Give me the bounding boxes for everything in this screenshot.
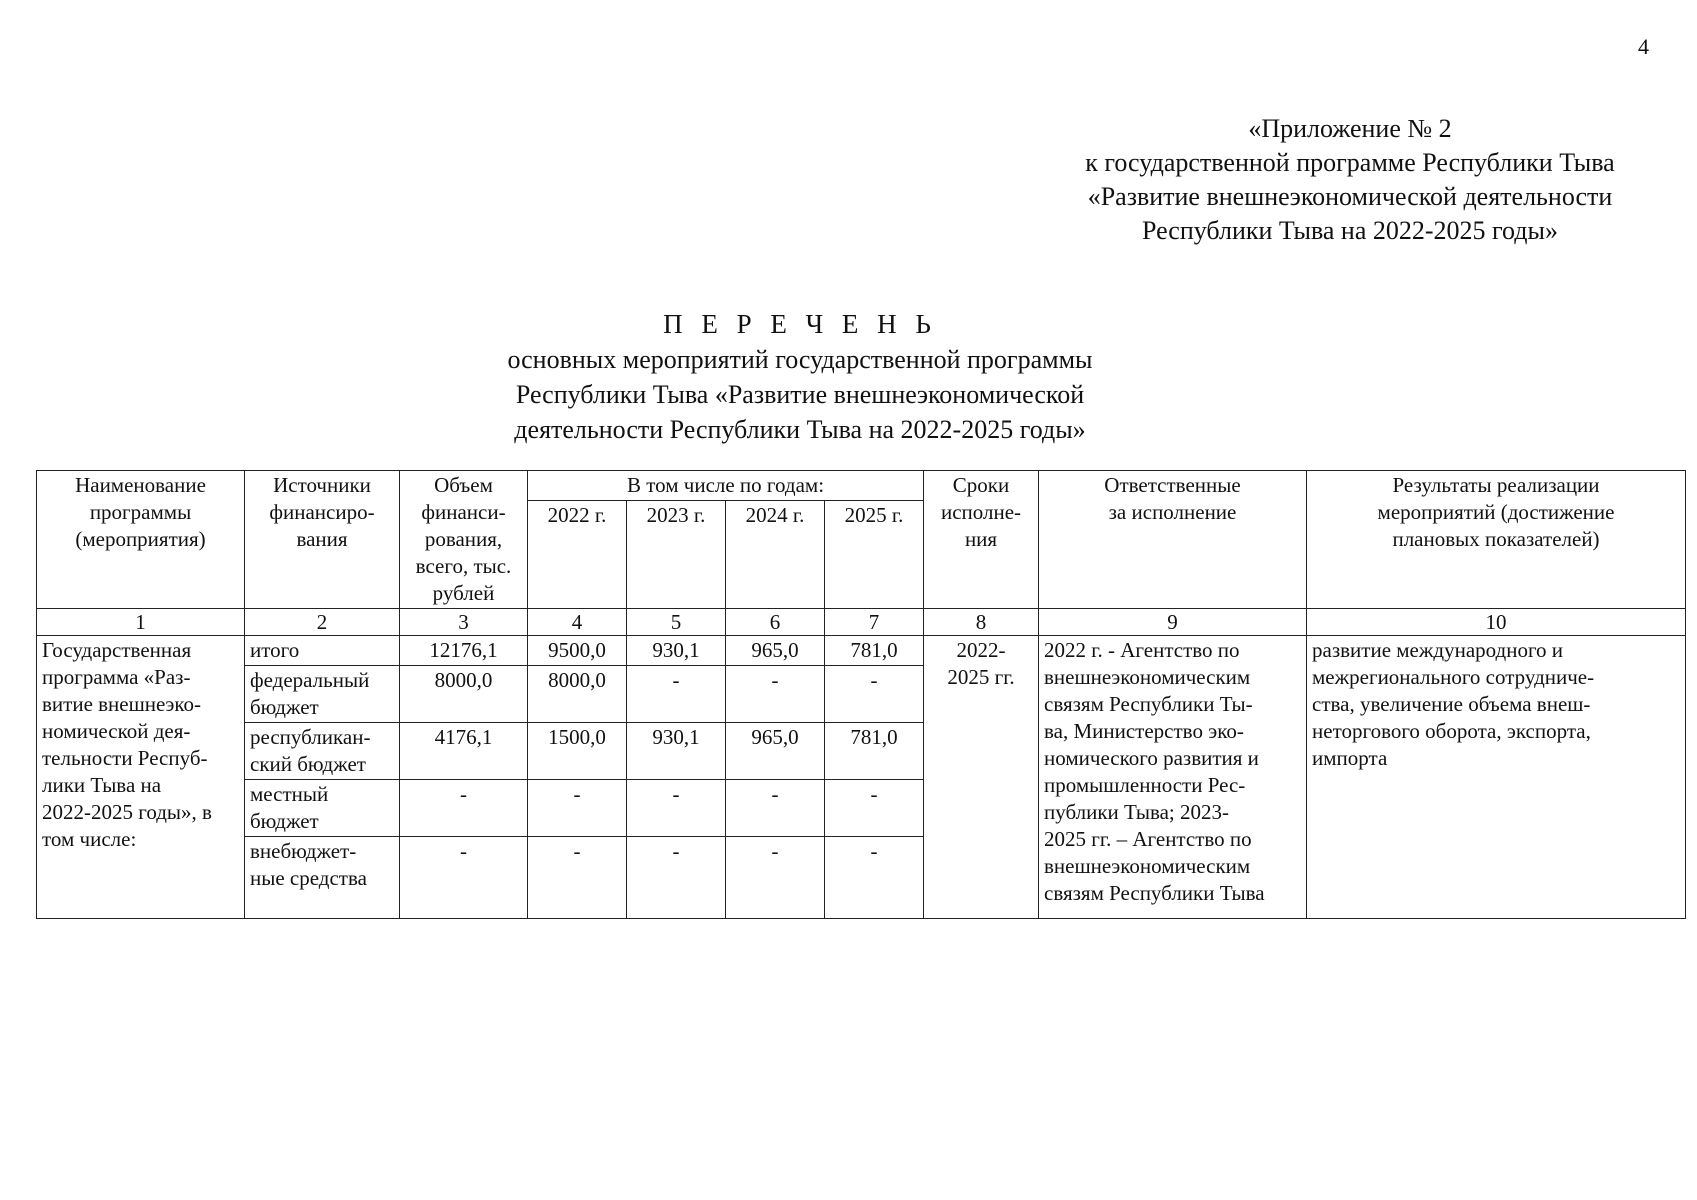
year-value-cell: -: [726, 780, 825, 837]
header-year: 2024 г.: [726, 501, 825, 609]
results-cell: развитие международного и межрегионального сотрудниче- ства, увеличение объема внеш- неторгового оборота, экспорта, импорта: [1307, 636, 1686, 919]
total-cell: 4176,1: [400, 723, 528, 780]
responsible-cell: 2022 г. - Агентство по внешнеэкономическим связям Республики Ты- ва, Министерство эко- номического развития и промышленности Рес- публики Тыва; 2023- 2025 гг. – Агентство по внешнеэкономическим связям Республики Тыва: [1039, 636, 1307, 919]
document-title: [300, 306, 1300, 447]
year-value-cell: -: [627, 780, 726, 837]
column-numbers-row: [37, 609, 1686, 636]
header-name: Наименование программы (мероприятия): [37, 471, 245, 609]
column-number: 1: [37, 609, 245, 636]
title-line: деятельности Республики Тыва на 2022-2025 годы»: [514, 415, 1086, 444]
appendix-note: [1040, 112, 1660, 248]
column-number: 6: [726, 609, 825, 636]
year-value-cell: -: [627, 666, 726, 723]
header-responsible: Ответственные за исполнение: [1039, 471, 1307, 609]
appendix-line: Республики Тыва на 2022-2025 годы»: [1141, 216, 1559, 245]
source-cell: местный бюджет: [245, 780, 400, 837]
page-number: 4: [1638, 34, 1649, 59]
column-number: 9: [1039, 609, 1307, 636]
year-value-cell: -: [825, 837, 924, 919]
year-value-cell: 781,0: [825, 723, 924, 780]
year-value-cell: 930,1: [627, 636, 726, 666]
header-year: 2023 г.: [627, 501, 726, 609]
appendix-line: «Приложение № 2: [1248, 114, 1452, 143]
column-number: 10: [1307, 609, 1686, 636]
header-source: Источники финансиро- вания: [245, 471, 400, 609]
header-year: 2025 г.: [825, 501, 924, 609]
title-line: Республики Тыва «Развитие внешнеэкономической: [515, 380, 1085, 409]
year-value-cell: 1500,0: [528, 723, 627, 780]
header-row: [37, 471, 1686, 501]
column-number: 7: [825, 609, 924, 636]
year-value-cell: 965,0: [726, 723, 825, 780]
column-number: 5: [627, 609, 726, 636]
column-number: 8: [924, 609, 1039, 636]
appendix-line: «Развитие внешнеэкономической деятельности: [1087, 182, 1613, 211]
total-cell: -: [400, 837, 528, 919]
source-cell: внебюджет- ные средства: [245, 837, 400, 919]
header-year: 2022 г.: [528, 501, 627, 609]
header-by-years: В том числе по годам:: [528, 471, 924, 501]
year-value-cell: -: [825, 780, 924, 837]
header-results: Результаты реализации мероприятий (достижение плановых показателей): [1307, 471, 1686, 609]
column-number: 2: [245, 609, 400, 636]
year-value-cell: 9500,0: [528, 636, 627, 666]
column-number: 4: [528, 609, 627, 636]
year-value-cell: -: [627, 837, 726, 919]
total-cell: 12176,1: [400, 636, 528, 666]
title-line: основных мероприятий государственной программы: [507, 345, 1093, 374]
total-cell: 8000,0: [400, 666, 528, 723]
year-value-cell: 8000,0: [528, 666, 627, 723]
year-value-cell: 930,1: [627, 723, 726, 780]
year-value-cell: -: [528, 837, 627, 919]
source-cell: республикан- ский бюджет: [245, 723, 400, 780]
year-value-cell: -: [726, 666, 825, 723]
appendix-line: к государственной программе Республики Тыва: [1085, 148, 1615, 177]
year-value-cell: 965,0: [726, 636, 825, 666]
header-volume: Объем финанси- рования, всего, тыс. рублей: [400, 471, 528, 609]
year-value-cell: -: [528, 780, 627, 837]
source-cell: итого: [245, 636, 400, 666]
table-row: [37, 636, 1686, 666]
title-heading: П Е Р Е Ч Е Н Ь: [663, 309, 937, 339]
source-cell: федеральный бюджет: [245, 666, 400, 723]
terms-cell: 2022- 2025 гг.: [924, 636, 1039, 919]
measures-table: [36, 470, 1686, 919]
total-cell: -: [400, 780, 528, 837]
column-number: 3: [400, 609, 528, 636]
program-name-cell: Государственная программа «Раз- витие внешнеэко- номической дея- тельности Респуб- лики Тыва на 2022-2025 годы», в том числе:: [37, 636, 245, 919]
year-value-cell: -: [825, 666, 924, 723]
header-terms: Сроки исполне- ния: [924, 471, 1039, 609]
year-value-cell: -: [726, 837, 825, 919]
year-value-cell: 781,0: [825, 636, 924, 666]
